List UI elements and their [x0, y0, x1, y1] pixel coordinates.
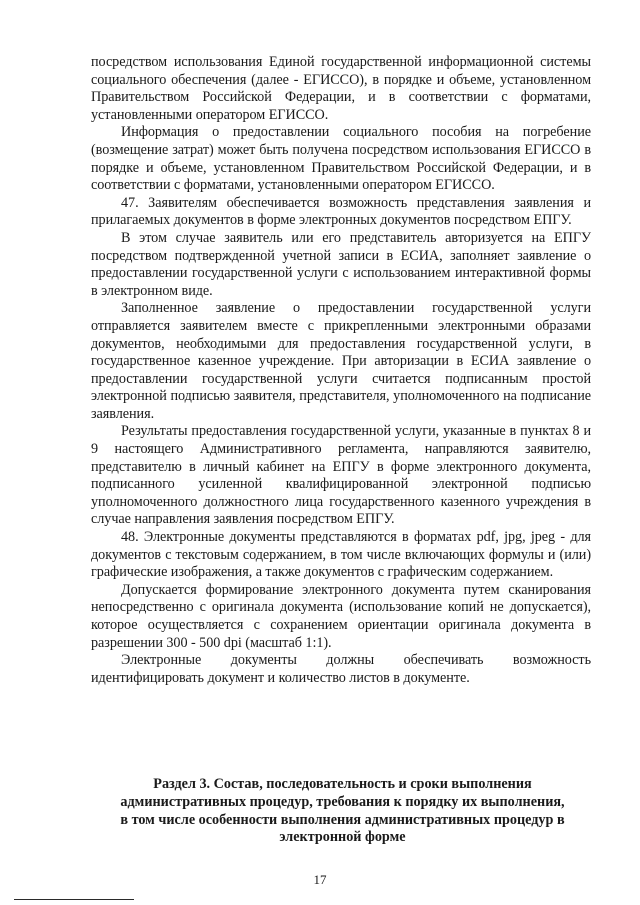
footnote-divider — [14, 899, 134, 900]
page-number: 17 — [313, 872, 327, 887]
paragraph-burial-allowance-info: Информация о предоставлении социального пособия на погребение (возмещение затрат) может быть получена посредством использования ЕГИССО в порядке и объеме, установленном Правительством Российской Федерации, и в соответствии с форматами, установленными оператором ЕГИССО. — [91, 124, 591, 194]
paragraph-filled-application: Заполненное заявление о предоставлении государственной услуги отправляется заявителем вместе с прикрепленными электронными образами документов, необходимыми для предоставления государственной услуги, в государственное казенное учреждение. При авторизации в ЕСИА заявление о предоставлении государственной услуги считается подписанным простой электронной подписью заявителя, представителя, уполномоченного на подписание заявления. — [91, 300, 591, 422]
paragraph-item-48-formats: 48. Электронные документы представляются в форматах pdf, jpg, jpeg - для документов с текстовым содержанием, в том числе включающих формулы и (или) графические изображения, а также документов с графическим содержанием. — [91, 529, 591, 581]
paragraph-document-identification: Электронные документы должны обеспечивать возможность идентифицировать документ и количество листов в документе. — [91, 652, 591, 686]
body-text — [91, 54, 591, 687]
paragraph-scanning-rules: Допускается формирование электронного документа путем сканирования непосредственно с оригинала документа (использование копий не допускается), которое осуществляется с сохранением ориентации оригинала документа в разрешении 300 - 500 dpi (масштаб 1:1). — [91, 581, 591, 651]
paragraph-esia-authorization: В этом случае заявитель или его представитель авторизуется на ЕПГУ посредством подтвержденной учетной записи в ЕСИА, заполняет заявление о предоставлении государственной услуги с использованием интерактивной формы в электронном виде. — [91, 229, 591, 299]
section-3-heading: Раздел 3. Состав, последовательность и сроки выполнения административных процедур, требования к порядку их выполнения, в том числе особенности выполнения административных процедур в электронной форме — [120, 776, 565, 846]
paragraph-egisso-intro: посредством использования Единой государственной информационной системы социального обеспечения (далее - ЕГИССО), в порядке и объеме, установленном Правительством Российской Федерации, и в соответствии с форматами, установленными оператором ЕГИССО. — [91, 54, 591, 123]
paragraph-service-results: Результаты предоставления государственной услуги, указанные в пунктах 8 и 9 настоящего Административного регламента, направляются заявителю, представителю в личный кабинет на ЕПГУ в форме электронного документа, подписанного усиленной квалифицированной электронной подписью уполномоченного должностного лица государственного казенного учреждения в случае направления заявления посредством ЕПГУ. — [91, 423, 591, 528]
paragraph-item-47: 47. Заявителям обеспечивается возможность представления заявления и прилагаемых документов в форме электронных документов посредством ЕПГУ. — [91, 194, 591, 229]
